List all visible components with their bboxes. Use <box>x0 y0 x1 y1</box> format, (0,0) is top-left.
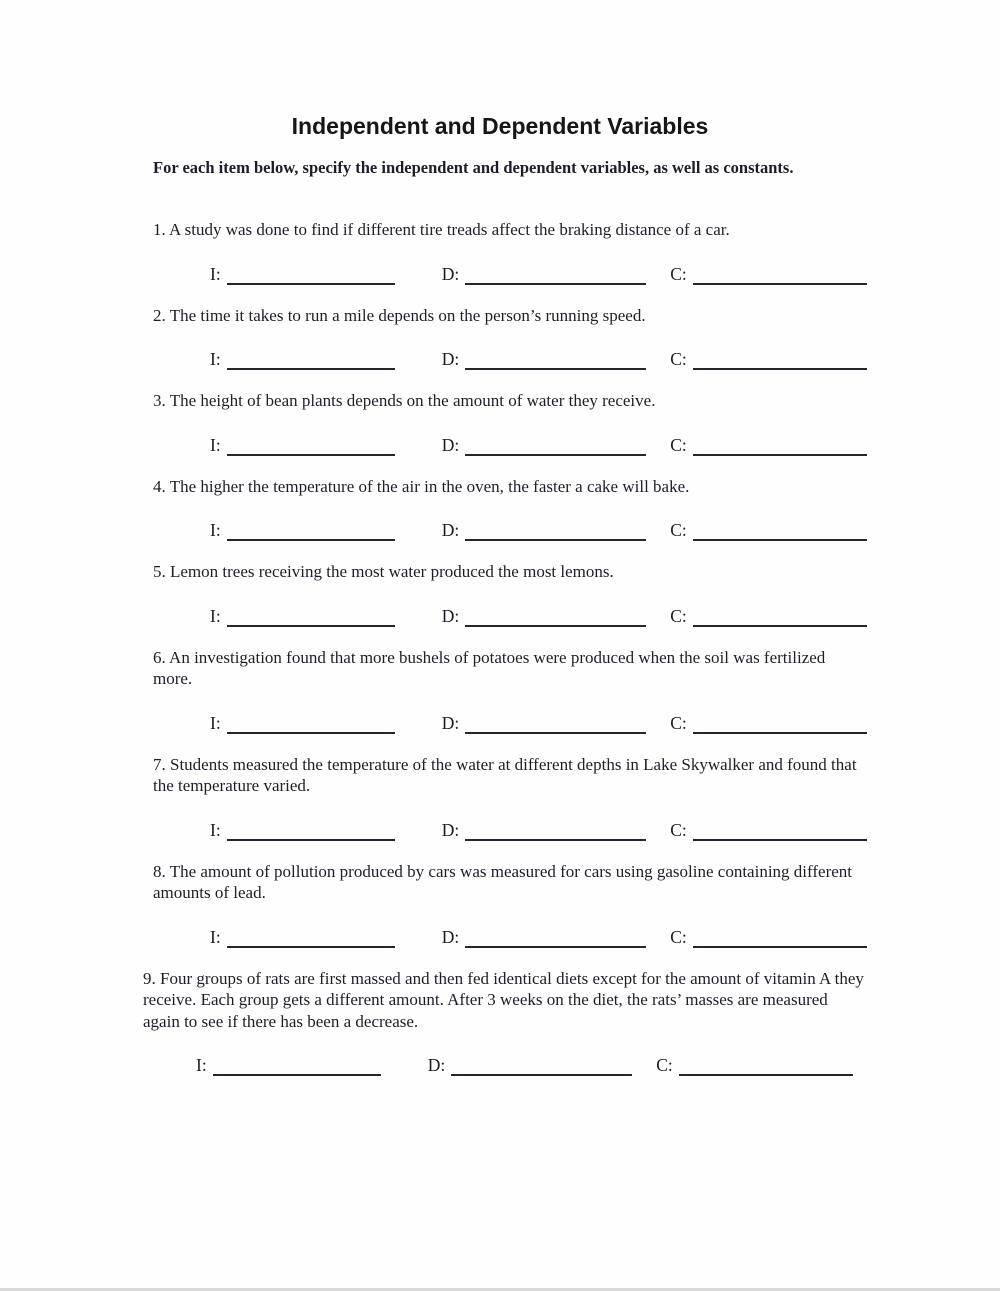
dependent-label: D: <box>441 349 460 370</box>
independent-label: I: <box>210 819 221 840</box>
answer-row <box>210 710 1000 734</box>
independent-blank[interactable] <box>227 519 395 541</box>
constant-blank[interactable] <box>693 263 867 285</box>
constant-blank[interactable] <box>693 926 867 948</box>
constant-blank[interactable] <box>679 1054 853 1076</box>
dependent-blank[interactable] <box>465 605 646 627</box>
independent-label: I: <box>210 434 221 455</box>
independent-blank[interactable] <box>227 819 395 841</box>
dependent-label: D: <box>441 434 460 455</box>
question-text: 4. The higher the temperature of the air in the oven, the faster a cake will bake. <box>153 476 690 496</box>
independent-label: I: <box>210 926 221 947</box>
dependent-label: D: <box>441 819 460 840</box>
constant-label: C: <box>670 520 687 541</box>
independent-label: I: <box>210 605 221 626</box>
dependent-label: D: <box>441 712 460 733</box>
question-item-8 <box>0 861 1000 948</box>
question-item-2 <box>0 305 1000 371</box>
question-text: 8. The amount of pollution produced by cars was measured for cars using gasoline containing different amounts of lead. <box>153 861 853 903</box>
independent-blank[interactable] <box>227 712 395 734</box>
independent-label: I: <box>210 520 221 541</box>
dependent-label: D: <box>441 263 460 284</box>
independent-blank[interactable] <box>227 926 395 948</box>
constant-label: C: <box>670 349 687 370</box>
question-text: 5. Lemon trees receiving the most water produced the most lemons. <box>153 562 614 582</box>
independent-label: I: <box>210 263 221 284</box>
dependent-label: D: <box>441 605 460 626</box>
question-item-5 <box>0 561 1000 627</box>
constant-blank[interactable] <box>693 712 867 734</box>
independent-blank[interactable] <box>213 1054 381 1076</box>
dependent-blank[interactable] <box>465 434 646 456</box>
answer-row <box>210 817 1000 841</box>
independent-blank[interactable] <box>227 605 395 627</box>
answer-row <box>210 603 1000 627</box>
page-title: Independent and Dependent Variables <box>291 113 709 140</box>
independent-label: I: <box>210 712 221 733</box>
instructions-text: For each item below, specify the independent and dependent variables, as well as constants. <box>153 158 794 178</box>
dependent-blank[interactable] <box>465 348 646 370</box>
question-item-4 <box>0 476 1000 542</box>
question-text: 2. The time it takes to run a mile depends on the person’s running speed. <box>153 305 646 325</box>
constant-label: C: <box>670 926 687 947</box>
independent-blank[interactable] <box>227 263 395 285</box>
constant-label: C: <box>670 263 687 284</box>
constant-label: C: <box>656 1055 673 1076</box>
question-text: 9. Four groups of rats are first massed and then fed identical diets except for the amount of vitamin A they receive. Each group gets a different amount. After 3 weeks on the diet, the rats’ masses are measured again to see if there has been a decrease. <box>143 968 864 1031</box>
constant-label: C: <box>670 712 687 733</box>
independent-blank[interactable] <box>227 434 395 456</box>
independent-label: I: <box>196 1055 207 1076</box>
dependent-blank[interactable] <box>465 712 646 734</box>
dependent-blank[interactable] <box>465 519 646 541</box>
question-text: 3. The height of bean plants depends on the amount of water they receive. <box>153 391 656 411</box>
question-item-6 <box>0 647 1000 734</box>
dependent-label: D: <box>427 1055 446 1076</box>
constant-blank[interactable] <box>693 434 867 456</box>
constant-blank[interactable] <box>693 605 867 627</box>
question-item-3 <box>0 390 1000 456</box>
constant-label: C: <box>670 605 687 626</box>
constant-label: C: <box>670 819 687 840</box>
question-item-7 <box>0 754 1000 841</box>
answer-row <box>210 517 1000 541</box>
dependent-label: D: <box>441 926 460 947</box>
independent-label: I: <box>210 349 221 370</box>
dependent-blank[interactable] <box>465 819 646 841</box>
constant-blank[interactable] <box>693 519 867 541</box>
question-item-9 <box>0 968 1000 1077</box>
question-item-1 <box>0 219 1000 285</box>
constant-blank[interactable] <box>693 819 867 841</box>
answer-row <box>196 1052 1000 1076</box>
dependent-blank[interactable] <box>465 263 646 285</box>
dependent-blank[interactable] <box>451 1054 632 1076</box>
question-text: 7. Students measured the temperature of the water at different depths in Lake Skywalker and found that the temperature varied. <box>153 754 857 796</box>
independent-blank[interactable] <box>227 348 395 370</box>
answer-row <box>210 346 1000 370</box>
question-text: 6. An investigation found that more bushels of potatoes were produced when the soil was fertilized more. <box>153 647 826 689</box>
question-text: 1. A study was done to find if different tire treads affect the braking distance of a car. <box>153 220 730 240</box>
constant-label: C: <box>670 434 687 455</box>
dependent-label: D: <box>441 520 460 541</box>
answer-row <box>210 432 1000 456</box>
constant-blank[interactable] <box>693 348 867 370</box>
answer-row <box>210 261 1000 285</box>
answer-row <box>210 924 1000 948</box>
dependent-blank[interactable] <box>465 926 646 948</box>
